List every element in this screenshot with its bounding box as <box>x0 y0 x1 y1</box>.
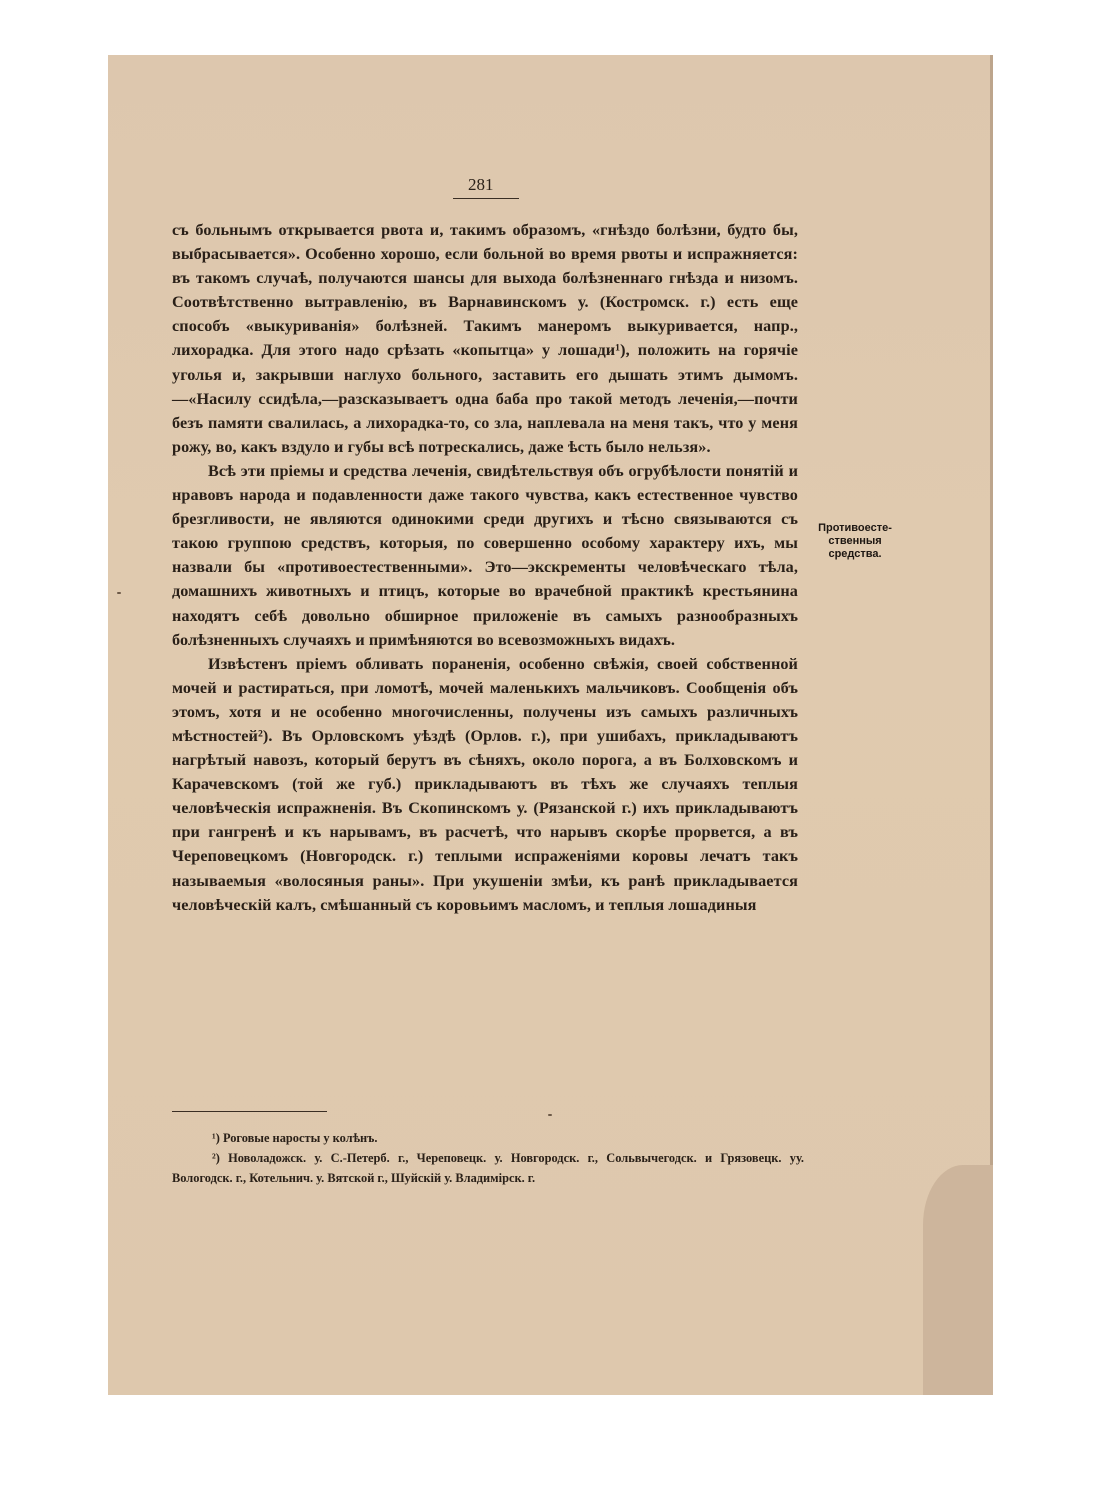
paragraph-2: Всѣ эти пріемы и средства леченія, свидѣтельствуя объ огрубѣлости понятій и нравовъ народа и подавленности даже такого чувства, какъ естественное чувство брезгливости, не являются одинокими среди другихъ и тѣсно связываются съ такою группою средствъ, которыя, по совершенно особому характеру ихъ, мы назвали бы «противоестественными». Это—экскременты человѣческаго тѣла, домашнихъ животныхъ и птицъ, которые во врачебной практикѣ крестьянина находятъ себѣ довольно обширное приложеніе въ самыхъ разнообразныхъ болѣзненныхъ случаяхъ и примѣняются во всевозможныхъ видахъ. <box>172 461 798 649</box>
page-number: 281 <box>468 175 494 194</box>
main-text <box>172 218 798 917</box>
margin-note-line-3: средства. <box>828 548 882 560</box>
margin-note-line-1: Противоесте- <box>818 522 892 534</box>
paragraph-3: Извѣстенъ пріемъ обливать пораненія, особенно свѣжія, своей собственной мочей и растираться, при ломотѣ, мочей маленькихъ мальчиковъ. Сообщенія объ этомъ, хотя и не особенно многочисленны, получены изъ самыхъ различныхъ мѣстностей²). Въ Орловскомъ уѣздѣ (Орлов. г.), при ушибахъ, прикладываютъ нагрѣтый навозъ, который берутъ въ сѣняхъ, около порога, а въ Болховскомъ и Карачевскомъ (той же губ.) прикладываютъ въ тѣхъ же случаяхъ теплыя человѣческія испражненія. Въ Скопинскомъ у. (Рязанской г.) ихъ прикладываютъ при гангренѣ и къ нарывамъ, въ расчетѣ, что нарывъ скорѣе прорвется, а въ Череповецкомъ (Новгородск. г.) теплыми испраженіями коровы лечатъ такъ называемыя «волосяныя раны». При укушеніи змѣи, къ ранѣ прикладывается человѣческій калъ, смѣшанный съ коровьимъ масломъ, и теплыя лошадиныя <box>172 654 798 914</box>
footnote-rule <box>172 1111 327 1112</box>
margin-note <box>800 522 910 561</box>
footnotes <box>172 1128 804 1188</box>
page-speck <box>548 1114 552 1116</box>
page-corner-shadow <box>923 1165 993 1395</box>
footnote-1: ¹) Роговые наросты у колѣнъ. <box>212 1131 378 1145</box>
paragraph-1: съ больнымъ открывается рвота и, такимъ образомъ, «гнѣздо болѣзни, будто бы, выбрасывается». Особенно хорошо, если больной во время рвоты и испражняется: въ такомъ случаѣ, получаются шансы для выхода болѣзненнаго гнѣзда и низомъ. Соотвѣтственно вытравленію, въ Варнавинскомъ у. (Костромск. г.) есть еще способъ «выкуриванія» болѣзней. Такимъ манеромъ выкуривается, напр., лихорадка. Для этого надо срѣзать «копытца» у лошади¹), положить на горячіе уголья и, закрывши наглухо больного, заставить его дышать этимъ дымомъ.—«Насилу ссидѣла,—разсказываетъ одна баба про такой методъ леченія,—почти безъ памяти свалилась, а лихорадка-то, со зла, наплевала на меня такъ, что у меня рожу, во, какъ вздуло и губы всѣ потрескались, даже ѣсть было нельзя». <box>172 221 798 456</box>
page-speck <box>117 592 121 594</box>
margin-note-line-2: ственныя <box>828 535 882 547</box>
footnote-2: ²) Новоладожск. у. С.-Петерб. г., Череповецк. у. Новгородск. г., Сольвычегодск. и Грязовецк. уу. Вологодск. г., Котельнич. у. Вятской г., Шуйскій у. Владимірск. г. <box>172 1151 804 1185</box>
page-number-rule <box>453 198 519 199</box>
